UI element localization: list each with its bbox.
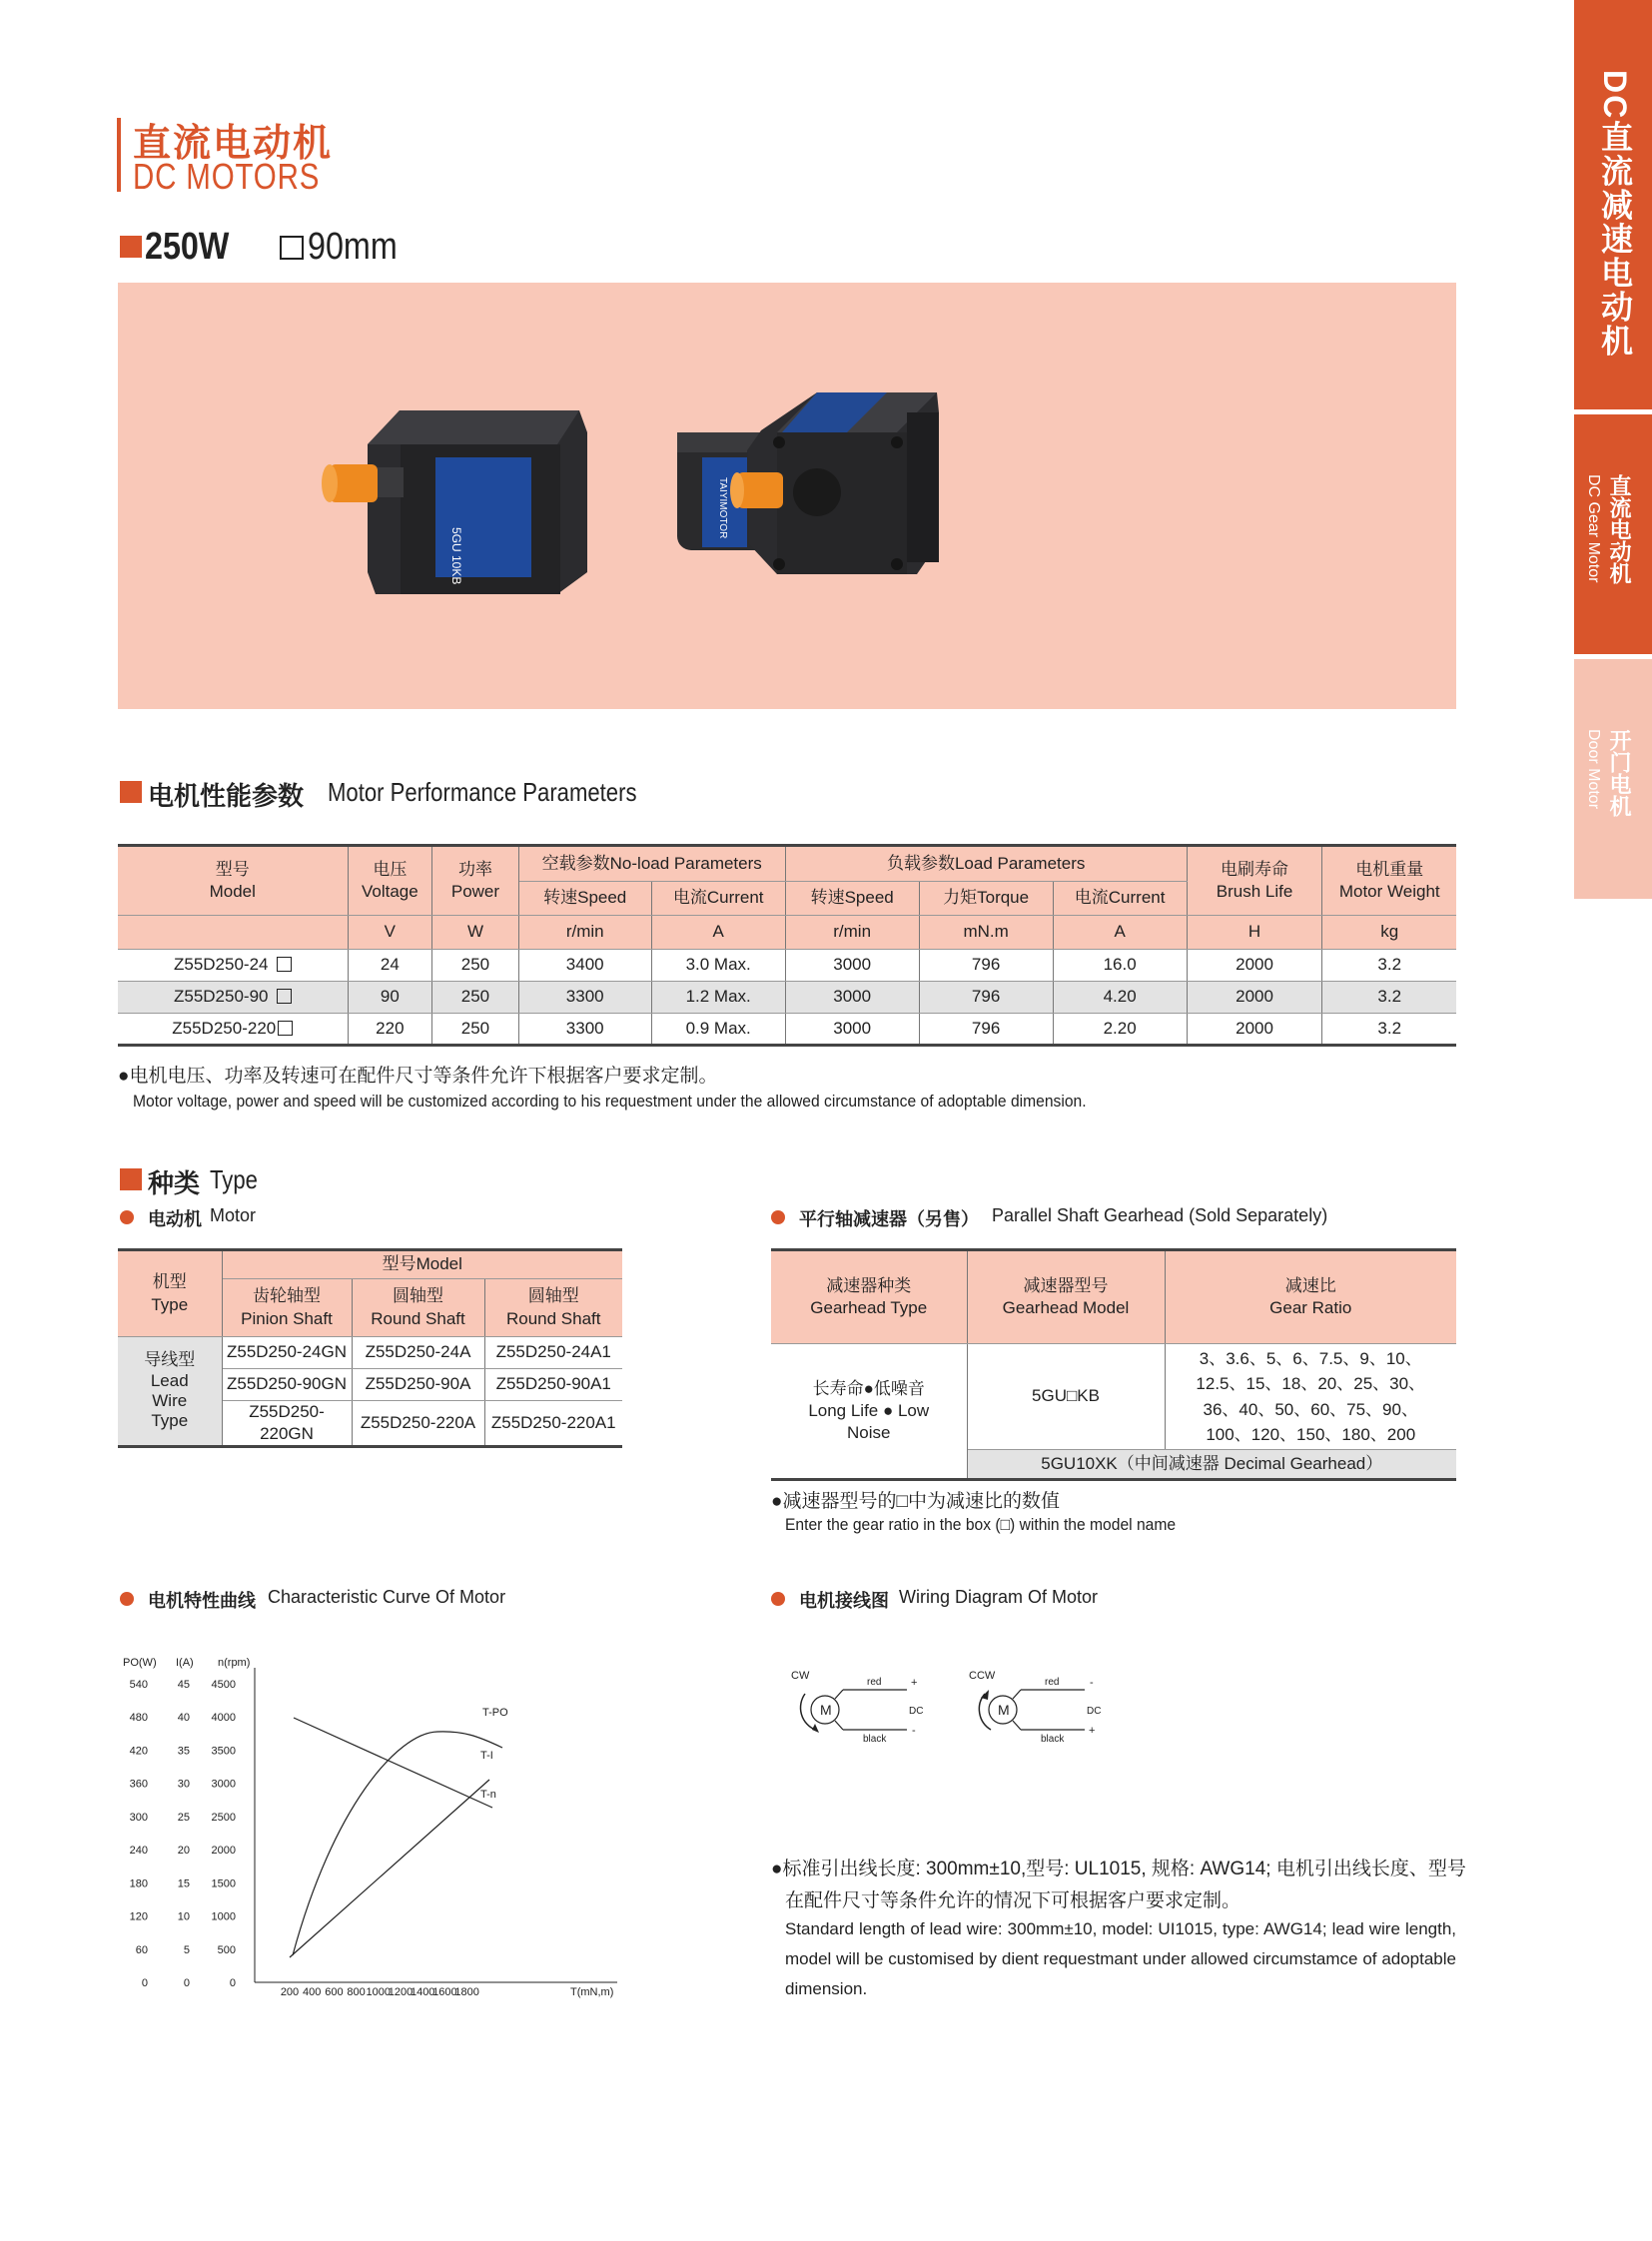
x-tick-label: 800	[347, 1986, 366, 1998]
spec-power: 250W	[145, 226, 230, 268]
y-tick-label: 540	[129, 1679, 148, 1691]
x-tick-label: 600	[325, 1986, 344, 1998]
y-tick-label: 3000	[211, 1778, 236, 1791]
decimal-gearhead-cell: 5GU10XK（中间减速器 Decimal Gearhead）	[967, 1450, 1456, 1480]
hdr-gear-model: 减速器型号 Gearhead Model	[967, 1250, 1165, 1344]
hdr-type: 机型 Type	[118, 1250, 222, 1337]
motor-illustration	[118, 283, 1456, 709]
model-cell: Z55D250-220A	[352, 1401, 484, 1447]
model-cell: Z55D250-220A1	[484, 1401, 622, 1447]
power-cell: 250	[432, 1014, 519, 1046]
x-tick-label: 1000	[366, 1986, 392, 1998]
hdr-model: 型号Model	[222, 1250, 622, 1279]
hdr-l-speed: 转速Speed	[785, 882, 919, 916]
gear-ratio-cell: 3、3.6、5、6、7.5、9、10、 12.5、15、18、20、25、30、 36、40、50、60、75、90、 100、120、150、180、200	[1165, 1344, 1456, 1450]
page-title-cn: 直流电动机	[133, 123, 334, 165]
motor-ccw-letter: M	[998, 1702, 1010, 1718]
y-tick-label: 1000	[211, 1910, 236, 1923]
bullet-dot-icon	[120, 1210, 134, 1224]
hdr-brush-life: 电刷寿命 Brush Life	[1187, 846, 1322, 916]
y-tick-label: 360	[129, 1778, 148, 1791]
title-accent-bar	[117, 118, 121, 192]
performance-note-en: Motor voltage, power and speed will be customized according to his requestment under the allowed circumstance of adoptable dimension.	[133, 1092, 1087, 1111]
nl-speed-cell: 3400	[518, 950, 651, 982]
terminal-plus: +	[1089, 1725, 1096, 1737]
unit-cell: mN.m	[919, 916, 1053, 950]
x-tick-label: 400	[303, 1986, 322, 1998]
nl-current-cell: 1.2 Max.	[651, 982, 785, 1014]
wire-black-label: black	[1041, 1734, 1065, 1745]
performance-note-cn: ●电机电压、功率及转速可在配件尺寸等条件允许下根据客户要求定制。	[118, 1066, 718, 1087]
hdr-load: 负载参数Load Parameters	[785, 846, 1187, 882]
model-cell: Z55D250-90A1	[484, 1369, 622, 1401]
unit-cell: V	[348, 916, 432, 950]
y-tick-label: 0	[141, 1977, 148, 1989]
y-tick-label: 0	[183, 1977, 190, 1989]
hdr-model: 型号 Model	[118, 846, 348, 916]
y-tick-label: 420	[129, 1745, 148, 1758]
performance-table	[118, 844, 1456, 1047]
gear-subheading-en: Parallel Shaft Gearhead (Sold Separately)	[992, 1205, 1328, 1225]
y-tick-label: 15	[177, 1877, 190, 1890]
model-cell: Z55D250-90A	[352, 1369, 484, 1401]
side-tab-1-label: DC直流减速电动机	[1597, 70, 1633, 359]
y-tick-label: 2000	[211, 1845, 236, 1858]
y-tick-label: 1500	[211, 1877, 236, 1890]
voltage-cell: 24	[348, 950, 432, 982]
gear-type-cell: 长寿命●低噪音 Long Life ● Low Noise	[771, 1344, 967, 1480]
y-tick-label: 3500	[211, 1745, 236, 1758]
ccw-label: CCW	[969, 1670, 996, 1682]
section-square-icon	[120, 1168, 142, 1190]
gearhead-table	[771, 1248, 1456, 1481]
y-tick-label: 300	[129, 1811, 148, 1824]
y-tick-label: 40	[177, 1712, 190, 1725]
y-tick-label: 25	[177, 1811, 190, 1824]
unit-cell: W	[432, 916, 519, 950]
hdr-round: 圆轴型 Round Shaft	[352, 1279, 484, 1337]
axis-label-i: I(A)	[176, 1657, 194, 1669]
nl-current-cell: 0.9 Max.	[651, 1014, 785, 1046]
curve-label-t-po: T-PO	[482, 1707, 508, 1719]
l-speed-cell: 3000	[785, 950, 919, 982]
y-tick-label: 120	[129, 1910, 148, 1923]
hdr-l-current: 电流Current	[1053, 882, 1187, 916]
l-speed-cell: 3000	[785, 982, 919, 1014]
product-photo-panel	[118, 283, 1456, 709]
x-tick-label: 1400	[410, 1986, 435, 1998]
y-tick-label: 45	[177, 1679, 190, 1691]
motor-type-table	[118, 1248, 622, 1448]
box-icon	[278, 1021, 293, 1036]
weight-cell: 3.2	[1322, 982, 1456, 1014]
x-tick-label: 1800	[454, 1986, 479, 1998]
power-cell: 250	[432, 950, 519, 982]
x-axis-ticks	[281, 1986, 479, 1998]
unit-cell: kg	[1322, 916, 1456, 950]
table-row	[118, 982, 1456, 1014]
y-tick-label: 35	[177, 1745, 190, 1758]
wire-red-label: red	[867, 1677, 882, 1688]
x-tick-label: 1600	[432, 1986, 457, 1998]
y-tick-label: 480	[129, 1712, 148, 1725]
motor-cw-letter: M	[820, 1702, 832, 1718]
wiring-diagram	[779, 1658, 1139, 1768]
hdr-nl-speed: 转速Speed	[518, 882, 651, 916]
nl-current-cell: 3.0 Max.	[651, 950, 785, 982]
life-cell: 2000	[1187, 950, 1322, 982]
curve-label-t-n: T-n	[480, 1789, 496, 1801]
characteristic-curve-chart	[118, 1648, 637, 2007]
weight-cell: 3.2	[1322, 1014, 1456, 1046]
motor-subheading-cn: 电动机	[148, 1209, 202, 1229]
y-tick-label: 60	[135, 1943, 148, 1956]
side-tab-3-label-en: Door Motor	[1585, 729, 1602, 810]
terminal-plus: +	[911, 1677, 918, 1689]
curve-t-n	[294, 1718, 492, 1808]
side-tab-2-label-en: DC Gear Motor	[1585, 474, 1602, 583]
hdr-gear-ratio: 减速比 Gear Ratio	[1165, 1250, 1456, 1344]
table-row	[118, 1337, 622, 1369]
side-tab-3-label-cn: 开门电机	[1607, 729, 1632, 817]
y-tick-label: 4500	[211, 1679, 236, 1691]
unit-cell: H	[1187, 916, 1322, 950]
terminal-minus: -	[1090, 1677, 1094, 1689]
model-cell: Z55D250-24A1	[484, 1337, 622, 1369]
box-icon	[277, 989, 292, 1004]
gear-note-cn: ●减速器型号的□中为减速比的数值	[771, 1491, 1060, 1512]
page-title-en: DC MOTORS	[133, 156, 321, 197]
torque-cell: 796	[919, 950, 1053, 982]
torque-cell: 796	[919, 982, 1053, 1014]
hdr-weight: 电机重量 Motor Weight	[1322, 846, 1456, 916]
model-cell: Z55D250-24	[118, 950, 348, 982]
curve-heading-en: Characteristic Curve Of Motor	[268, 1587, 506, 1607]
x-axis-label: T(mN,m)	[570, 1986, 614, 1998]
hdr-pinion: 齿轮轴型 Pinion Shaft	[222, 1279, 352, 1337]
x-tick-label: 1200	[388, 1986, 413, 1998]
y-axis-ticks	[130, 1679, 236, 1989]
terminal-minus: -	[912, 1725, 916, 1737]
bullet-dot-icon	[771, 1592, 785, 1606]
y-tick-label: 20	[177, 1845, 190, 1858]
wiring-heading-cn: 电机接线图	[799, 1591, 889, 1611]
frame-box-icon	[280, 236, 304, 260]
bullet-dot-icon	[771, 1210, 785, 1224]
label-model-text: 5GU 10KB	[449, 527, 463, 585]
voltage-cell: 90	[348, 982, 432, 1014]
curve-t-i	[290, 1780, 489, 1957]
performance-heading-cn: 电机性能参数	[148, 781, 305, 811]
side-tab-door-motor[interactable]	[1574, 659, 1652, 899]
wiring-note-cn-2: 在配件尺寸等条件允许的情况下可根据客户要求定制。	[785, 1890, 1241, 1911]
hdr-nl-current: 电流Current	[651, 882, 785, 916]
axis-label-po: PO(W)	[123, 1657, 157, 1669]
lead-wire-type: 导线型 Lead Wire Type	[118, 1337, 222, 1447]
dc-label: DC	[909, 1706, 924, 1717]
label-brand-text: TAIYIMOTOR	[717, 477, 728, 539]
wiring-note-en: Standard length of lead wire: 300mm±10, model: UI1015, type: AWG14; lead wire length, model will be customised by dient requestmant under allowed circumstamce of adoptable dimension.	[785, 1919, 1456, 1998]
wiring-note-cn-1: ●标准引出线长度: 300mm±10,型号: UL1015, 规格: AWG14; 电机引出线长度、型号	[771, 1859, 1466, 1879]
unit-cell: A	[651, 916, 785, 950]
y-tick-label: 240	[129, 1845, 148, 1858]
curve-heading-cn: 电机特性曲线	[148, 1591, 256, 1611]
performance-heading-en: Motor Performance Parameters	[328, 777, 637, 807]
model-cell: Z55D250-24GN	[222, 1337, 352, 1369]
hdr-round-2: 圆轴型 Round Shaft	[484, 1279, 622, 1337]
spec-square-icon	[120, 236, 142, 258]
gear-note-en: Enter the gear ratio in the box (□) within the model name	[785, 1515, 1177, 1534]
nl-speed-cell: 3300	[518, 982, 651, 1014]
model-cell: Z55D250-220	[118, 1014, 348, 1046]
hdr-voltage: 电压 Voltage	[348, 846, 432, 916]
unit-cell: r/min	[785, 916, 919, 950]
wiring-heading-en: Wiring Diagram Of Motor	[899, 1587, 1099, 1607]
y-tick-label: 2500	[211, 1811, 236, 1824]
motor-subheading-en: Motor	[210, 1205, 257, 1225]
hdr-torque: 力矩Torque	[919, 882, 1053, 916]
y-tick-label: 500	[217, 1943, 236, 1956]
model-cell: Z55D250-220GN	[222, 1401, 352, 1447]
cw-label: CW	[791, 1670, 810, 1682]
x-tick-label: 200	[280, 1986, 300, 1998]
wire-black-label: black	[863, 1734, 887, 1745]
l-current-cell: 2.20	[1053, 1014, 1187, 1046]
voltage-cell: 220	[348, 1014, 432, 1046]
weight-cell: 3.2	[1322, 950, 1456, 982]
unit-cell: r/min	[518, 916, 651, 950]
motor-front-view	[730, 392, 939, 574]
table-row	[118, 1014, 1456, 1046]
type-heading-en: Type	[210, 1164, 258, 1194]
power-cell: 250	[432, 982, 519, 1014]
life-cell: 2000	[1187, 1014, 1322, 1046]
torque-cell: 796	[919, 1014, 1053, 1046]
wire-red-label: red	[1045, 1677, 1060, 1688]
hdr-gear-type: 减速器种类 Gearhead Type	[771, 1250, 967, 1344]
nl-speed-cell: 3300	[518, 1014, 651, 1046]
side-tab-dc-motor[interactable]	[1574, 414, 1652, 654]
l-speed-cell: 3000	[785, 1014, 919, 1046]
y-tick-label: 180	[129, 1877, 148, 1890]
side-tab-2-label-cn: 直流电动机	[1607, 474, 1632, 584]
model-cell: Z55D250-24A	[352, 1337, 484, 1369]
curve-label-t-i: T-I	[480, 1750, 493, 1762]
gear-subheading-cn: 平行轴减速器（另售）	[799, 1209, 979, 1229]
spec-frame-size: 90mm	[308, 226, 398, 268]
box-icon	[277, 957, 292, 972]
l-current-cell: 4.20	[1053, 982, 1187, 1014]
hdr-power: 功率 Power	[432, 846, 519, 916]
y-tick-label: 30	[177, 1778, 190, 1791]
unit-empty	[118, 916, 348, 950]
model-cell: Z55D250-90	[118, 982, 348, 1014]
rotation-arrow-icon	[801, 1694, 815, 1730]
life-cell: 2000	[1187, 982, 1322, 1014]
y-tick-label: 0	[229, 1977, 236, 1989]
unit-cell: A	[1053, 916, 1187, 950]
bullet-dot-icon	[120, 1592, 134, 1606]
l-current-cell: 16.0	[1053, 950, 1187, 982]
y-tick-label: 4000	[211, 1712, 236, 1725]
gear-model-cell: 5GU□KB	[967, 1344, 1165, 1450]
table-row	[118, 950, 1456, 982]
section-square-icon	[120, 781, 142, 803]
hdr-noload: 空载参数No-load Parameters	[518, 846, 785, 882]
type-heading-cn: 种类	[148, 1168, 201, 1198]
model-cell: Z55D250-90GN	[222, 1369, 352, 1401]
side-tab-dc-gear-motors[interactable]	[1574, 0, 1652, 409]
table-row	[771, 1344, 1456, 1450]
dc-label: DC	[1087, 1706, 1102, 1717]
y-tick-label: 5	[183, 1943, 190, 1956]
axis-label-n: n(rpm)	[218, 1657, 251, 1669]
y-tick-label: 10	[177, 1910, 190, 1923]
